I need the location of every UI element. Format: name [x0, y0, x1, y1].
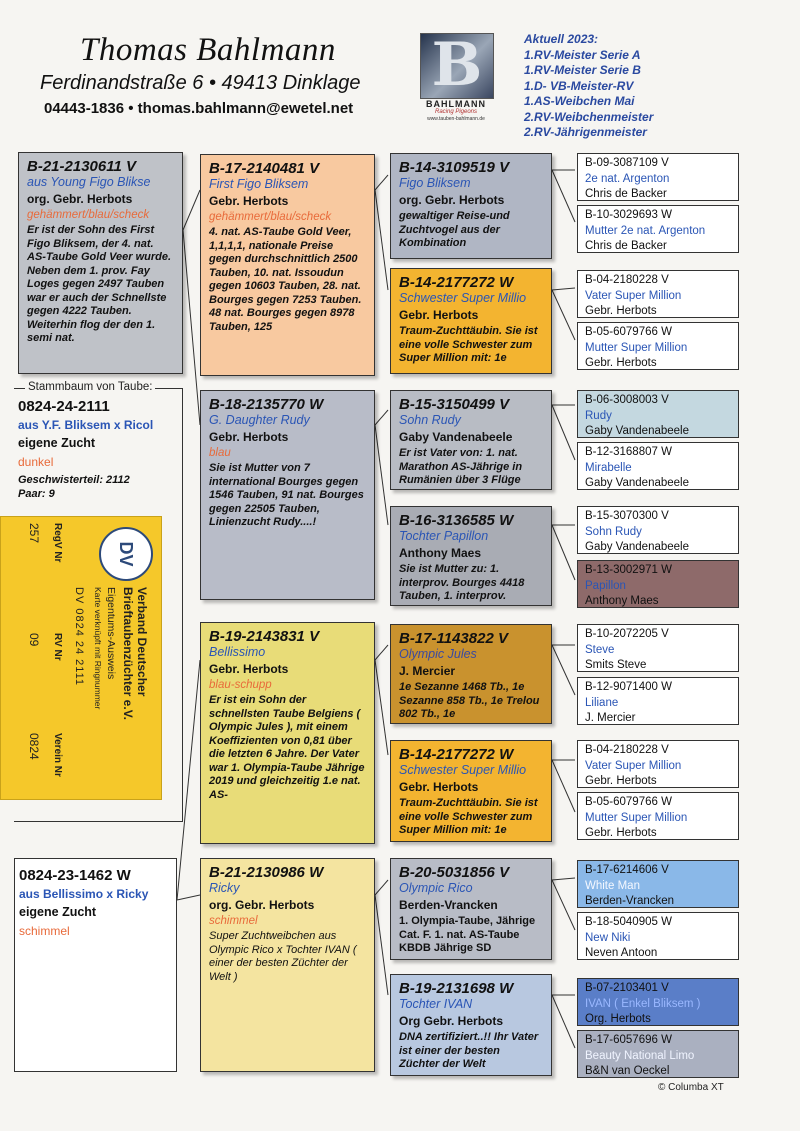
pigeon-description: 1. Olympia-Taube, Jährige Cat. F. 1. nat. AS-Taube KBDB Jährige SD [399, 915, 536, 954]
pigeon-name: Figo Bliksem [399, 176, 471, 190]
pigeon-name: Rudy [585, 409, 612, 422]
pigeon-name: White Man [585, 879, 640, 892]
great-grandparent-box [390, 624, 552, 724]
pigeon-name: Schwester Super Millio [399, 763, 527, 777]
mother-box [14, 858, 177, 1072]
great-grandparent-box [390, 974, 552, 1076]
ancestor-box [577, 506, 739, 554]
ring-number: B-18-2135770 W [209, 396, 324, 413]
achievement-item: 1.D- VB-Meister-RV [524, 78, 634, 93]
owner-address: Ferdinandstraße 6 • 49413 Dinklage [40, 72, 361, 94]
vdb-logo-icon: DV [99, 527, 153, 581]
ancestor-box [577, 740, 739, 788]
breeder: Smits Steve [585, 659, 647, 671]
ancestor-box [577, 153, 739, 201]
ancestor-box [577, 560, 739, 608]
grandparent-box [200, 622, 375, 844]
pigeon-description: Sie ist Mutter von 7 international Bourges gegen 1546 Tauben, 91 nat. Bourges gegen 22505 Tauben, Linienzucht Rudy....! [209, 462, 364, 528]
ring-number: B-04-2180228 V [585, 744, 669, 756]
pigeon-name: Vater Super Million [585, 289, 682, 302]
ring-number: B-04-2180228 V [585, 274, 669, 286]
card-label: RegV Nr [52, 523, 63, 563]
breeder: Gebr. Herbots [209, 194, 289, 208]
plumage-color: blau [209, 447, 231, 459]
card-dv-number: DV 0824 24 2111 [73, 587, 85, 686]
mother-ring: 0824-23-1462 W [19, 867, 131, 884]
card-organisation: Verband Deutscher Brieftaubenzüchter e.V. [121, 587, 149, 720]
ring-number: B-12-3168807 W [585, 446, 672, 458]
ownership-card [0, 516, 162, 800]
breeder: Org Gebr. Herbots [399, 1014, 504, 1028]
grandparent-box [200, 858, 375, 1072]
ring-number: B-17-6057696 W [585, 1034, 672, 1046]
ancestor-box [577, 978, 739, 1026]
ring-number: B-13-3002971 W [585, 564, 672, 576]
ring-number: B-05-6079766 W [585, 796, 672, 808]
ring-number: B-09-3087109 V [585, 157, 669, 169]
ring-number: B-21-2130986 W [209, 864, 324, 881]
breeder: Gaby Vandenabeele [399, 430, 513, 444]
card-value: 257 [27, 523, 41, 544]
achievement-item: 1.RV-Meister Serie B [524, 63, 641, 77]
subject-breeding: eigene Zucht [18, 436, 96, 450]
pigeon-name: Tochter IVAN [399, 997, 473, 1011]
pigeon-description: Super Zuchtweibchen aus Olympic Rico x Tochter IVAN ( einer der besten Züchter der Welt ) [209, 930, 357, 983]
ancestor-box [577, 270, 739, 318]
breeder: Gebr. Herbots [399, 780, 479, 794]
ring-number: B-15-3150499 V [399, 396, 510, 413]
pigeon-name: G. Daughter Rudy [209, 413, 310, 427]
card-label: RV Nr [52, 633, 63, 661]
copyright: © Columba XT [658, 1082, 724, 1093]
breeder: Gaby Vandenabeele [585, 541, 690, 553]
pigeon-description: gewaltiger Reise-und Zuchtvogel aus der Kombination [399, 210, 510, 249]
pigeon-name: Papillon [585, 579, 626, 592]
subject-pair: Paar: 9 [18, 488, 55, 500]
pigeon-description: Traum-Zuchttäubin. Sie ist eine volle Schwester zum Super Million mit: 1e [399, 325, 538, 364]
ring-number: B-18-5040905 W [585, 916, 672, 928]
breeder: Berden-Vrancken [585, 895, 675, 907]
ring-number: B-14-2177272 W [399, 274, 514, 291]
pigeon-name: Bellissimo [209, 645, 266, 659]
ancestor-box [577, 322, 739, 370]
ring-number: B-17-1143822 V [399, 630, 508, 647]
breeder: J. Mercier [585, 712, 636, 724]
pigeon-name: Mutter Super Million [585, 811, 688, 824]
pigeon-name: First Figo Bliksem [209, 177, 309, 191]
great-grandparent-box [390, 390, 552, 490]
pigeon-name: Mutter Super Million [585, 341, 688, 354]
ring-number: B-21-2130611 V [27, 158, 136, 175]
pigeon-description: 4. nat. AS-Taube Gold Veer, 1,1,1,1, nationale Preise gegen durchschnittlich 2500 Tauben, 10. nat. Issoudun gegen 10603 Tauben, 28. nat. Bourges gegen 7253 Tauben. 48 nat. Bourges gegen 8978 Tauben, 125 [209, 226, 362, 333]
subject-sibling: Geschwisterteil: 2112 [18, 474, 130, 486]
ring-number: B-05-6079766 W [585, 326, 672, 338]
ring-number: B-14-2177272 W [399, 746, 514, 763]
logo-emblem [420, 30, 494, 100]
pigeon-name: Vater Super Million [585, 759, 682, 772]
pigeon-name: Olympic Jules [399, 647, 477, 661]
logo-brand: BAHLMANN [426, 99, 486, 109]
breeder: Gebr. Herbots [209, 662, 289, 676]
card-value: 09 [27, 633, 41, 647]
pigeon-name: Beauty National Limo [585, 1049, 695, 1062]
pigeon-name: New Niki [585, 931, 631, 944]
pigeon-name: aus Young Figo Blikse [27, 175, 151, 189]
ring-number: B-10-2072205 V [585, 628, 669, 640]
achievement-item: 1.RV-Meister Serie A [524, 47, 641, 62]
achievements-panel [524, 32, 653, 141]
card-subtitle: Karte verknüpft mit Ringnummer [93, 587, 103, 710]
logo-url: www.tauben-bahlmann.de [427, 116, 485, 122]
pigeon-name: Schwester Super Millio [399, 291, 527, 305]
ancestor-box [577, 792, 739, 840]
breeder: J. Mercier [399, 664, 456, 678]
ring-number: B-14-3109519 V [399, 159, 510, 176]
subject-pigeon [18, 398, 178, 501]
ring-number: B-17-2140481 V [209, 160, 320, 177]
pigeon-name: Mirabelle [585, 461, 632, 474]
plumage-color: gehämmert/blau/scheck [209, 211, 332, 223]
ring-number: B-19-2131698 W [399, 980, 514, 997]
ancestor-box [577, 624, 739, 672]
breeder: Gebr. Herbots [209, 430, 289, 444]
breeder: Gebr. Herbots [585, 827, 657, 839]
logo-letter: B [431, 30, 483, 100]
plumage-color: blau-schupp [209, 679, 272, 691]
pigeon-name: Olympic Rico [399, 881, 473, 895]
pigeon-description: Sie ist Mutter zu: 1. interprov. Bourges 4418 Tauben, 1. interprov. [399, 563, 525, 602]
ancestor-box [577, 912, 739, 960]
grandparent-box [200, 154, 375, 376]
subject-ring: 0824-24-2111 [18, 398, 110, 415]
great-grandparent-box [390, 740, 552, 842]
achievements-title: Aktuell 2023: [524, 32, 599, 46]
owner-name: Thomas Bahlmann [80, 32, 336, 68]
breeder: Chris de Backer [585, 188, 667, 200]
mother-parentage: aus Bellissimo x Ricky [19, 887, 149, 901]
pigeon-description: Er ist Vater von: 1. nat. Marathon AS-Jährige in Rumänien über 3 Flüge [399, 447, 523, 486]
achievement-item: 2.RV-Weibchenmeister [524, 109, 654, 124]
logo-subtitle: Racing Pigeons [434, 109, 478, 115]
great-grandparent-box [390, 268, 552, 374]
pigeon-name: Ricky [209, 881, 240, 895]
breeder: Gebr. Herbots [585, 305, 657, 317]
breeder: Gebr. Herbots [585, 775, 657, 787]
ring-number: B-12-9071400 W [585, 681, 672, 693]
great-grandparent-box [390, 858, 552, 960]
great-grandparent-box [390, 153, 552, 259]
ring-number: B-15-3070300 V [585, 510, 669, 522]
mother-breeding: eigene Zucht [19, 905, 97, 919]
pigeon-name: 2e nat. Argenton [585, 172, 670, 185]
breeder: Anthony Maes [585, 595, 659, 607]
ring-number: B-19-2143831 V [209, 628, 320, 645]
breeder: Gaby Vandenabeele [585, 477, 690, 489]
pigeon-name: Steve [585, 643, 615, 656]
card-label: Verein Nr [52, 733, 63, 777]
owner-contact: 04443-1836 • thomas.bahlmann@ewetel.net [44, 100, 354, 117]
ring-number: B-16-3136585 W [399, 512, 514, 529]
ring-number: B-20-5031856 V [399, 864, 510, 881]
pigeon-name: Mutter 2e nat. Argenton [585, 224, 706, 237]
breeder: Gebr. Herbots [585, 357, 657, 369]
pigeon-name: Liliane [585, 696, 619, 709]
breeder: Gaby Vandenabeele [585, 425, 690, 437]
breeder: org. Gebr. Herbots [399, 193, 505, 207]
pigeon-description: 1e Sezanne 1468 Tb., 1e Sezanne 858 Tb., 1e Trelou 802 Tb., 1e [399, 681, 540, 720]
ancestor-box [577, 205, 739, 253]
achievement-item: 2.RV-Jährigenmeister [524, 125, 647, 139]
ownership-card-content [1, 517, 161, 799]
ring-number: B-10-3029693 W [585, 209, 672, 221]
mother-color: schimmel [19, 924, 70, 938]
plumage-color: gehämmert/blau/scheck [27, 209, 150, 221]
ring-number: B-06-3008003 V [585, 394, 669, 406]
pigeon-name: IVAN ( Enkel Bliksem ) [585, 997, 701, 1010]
pigeon-name: Tochter Papillon [399, 529, 489, 543]
breeder: org. Gebr. Herbots [209, 898, 315, 912]
ancestor-box [577, 1030, 739, 1078]
pigeon-description: Er ist der Sohn des First Figo Bliksem, der 4. nat. AS-Taube Gold Veer wurde. Neben dem 1. prov. Fay Loges gegen 2497 Tauben war er auch der Schnellste gegen 4222 Tauben. Weiterhin flog der den 1. semi nat. [27, 224, 172, 344]
subject-color: dunkel [18, 455, 54, 469]
ring-number: B-07-2103401 V [585, 982, 669, 994]
breeder: Berden-Vrancken [399, 898, 498, 912]
father-box [18, 152, 183, 374]
card-title: Eigentums-Ausweis [105, 587, 117, 680]
pigeon-description: Traum-Zuchttäubin. Sie ist eine volle Schwester zum Super Million mit: 1e [399, 797, 538, 836]
card-value: 0824 [27, 733, 41, 760]
breeder: B&N van Oeckel [585, 1065, 670, 1077]
subject-parentage: aus Y.F. Bliksem x Ricol [18, 418, 154, 432]
ancestor-box [577, 390, 739, 438]
pedigree-caption: Stammbaum von Taube: [25, 381, 155, 393]
bahlmann-logo [414, 30, 498, 122]
grandparent-box [200, 390, 375, 600]
great-grandparent-box [390, 506, 552, 606]
breeder: Chris de Backer [585, 240, 667, 252]
ring-number: B-17-6214606 V [585, 864, 669, 876]
ancestor-box [577, 442, 739, 490]
achievement-item: 1.AS-Weibchen Mai [524, 94, 635, 108]
pigeon-name: Sohn Rudy [399, 413, 461, 427]
plumage-color: schimmel [209, 915, 258, 927]
breeder: org. Gebr. Herbots [27, 192, 133, 206]
breeder: Gebr. Herbots [399, 308, 479, 322]
breeder: Org. Herbots [585, 1013, 651, 1025]
ancestor-box [577, 677, 739, 725]
pigeon-description: DNA zertifiziert..!! Ihr Vater ist einer der besten Züchter der Welt [399, 1031, 539, 1070]
breeder: Neven Antoon [585, 947, 658, 959]
ancestor-box [577, 860, 739, 908]
pigeon-name: Sohn Rudy [585, 525, 642, 538]
pigeon-description: Er ist ein Sohn der schnellsten Taube Belgiens ( Olympic Jules ), mit einem Koeffizienten von 0,81 über die letzten 6 Jahre. Der Vater war 1. Olympia-Taube Jährige 2019 und gleichzeitig 1.e nat. AS- [209, 694, 365, 801]
breeder: Anthony Maes [399, 546, 482, 560]
